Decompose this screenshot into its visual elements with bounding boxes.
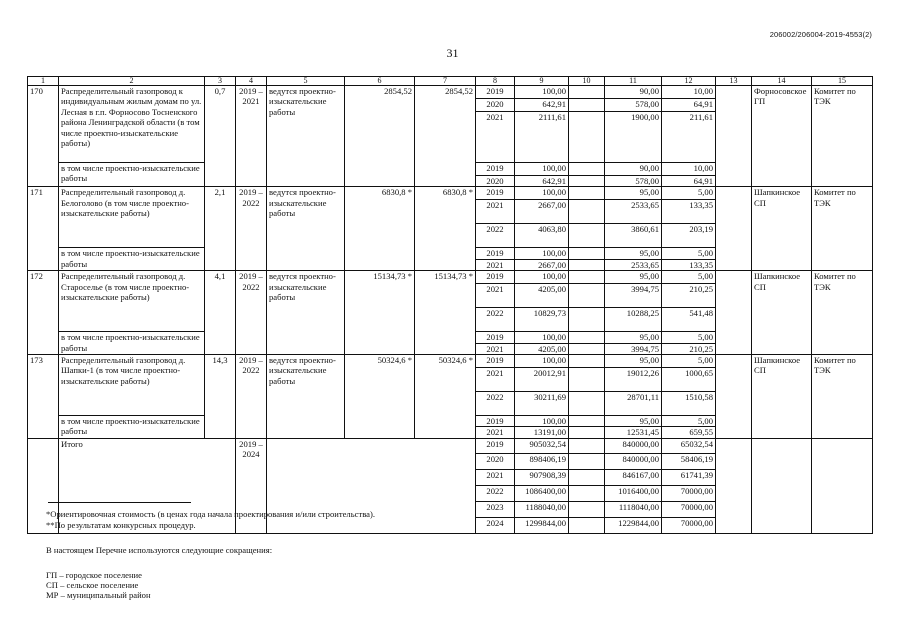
empty-cell	[569, 501, 605, 517]
subitem-label: в том числе проектно-изыскательские работы	[59, 163, 205, 187]
remaining-cost: 50324,6 *	[415, 355, 476, 439]
year: 2024	[476, 517, 515, 533]
year: 2022	[476, 308, 515, 332]
table-row	[28, 86, 873, 99]
empty-cell	[569, 427, 605, 438]
empty-cell	[716, 187, 752, 271]
empty-cell	[569, 438, 605, 453]
status: ведутся проектно-изыскательские работы	[267, 271, 345, 355]
row-number: 171	[28, 187, 59, 271]
empty-cell	[569, 517, 605, 533]
total-amount: 4205,00	[515, 343, 569, 354]
row-number: 172	[28, 271, 59, 355]
year: 2022	[476, 392, 515, 416]
local-amount: 1000,65	[662, 368, 716, 392]
local-amount: 133,35	[662, 200, 716, 224]
responsible: Комитет по ТЭК	[812, 355, 873, 439]
municipality: Шапкинское СП	[752, 187, 812, 271]
total-amount: 2111,61	[515, 112, 569, 163]
total-amount: 100,00	[515, 355, 569, 368]
regional-amount: 12531,45	[605, 427, 662, 438]
year: 2019	[476, 332, 515, 343]
total-amount: 100,00	[515, 332, 569, 343]
empty-cell	[569, 485, 605, 501]
period: 2019 – 2022	[236, 271, 267, 355]
column-header-2: 2	[59, 77, 205, 86]
regional-amount: 3994,75	[605, 343, 662, 354]
regional-amount: 95,00	[605, 271, 662, 284]
regional-amount: 95,00	[605, 248, 662, 259]
subitem-label: в том числе проектно-изыскательские работы	[59, 416, 205, 439]
responsible: Комитет по ТЭК	[812, 271, 873, 355]
local-amount: 659,55	[662, 427, 716, 438]
gas-pipeline-table	[27, 76, 873, 534]
column-header-14: 14	[752, 77, 812, 86]
abbreviations-intro: В настоящем Перечне используются следующие сокращения:	[46, 545, 273, 555]
column-header-13: 13	[716, 77, 752, 86]
total-amount: 898406,19	[515, 453, 569, 469]
regional-amount: 578,00	[605, 99, 662, 112]
remaining-cost: 15134,73 *	[415, 271, 476, 355]
local-amount: 70000,00	[662, 501, 716, 517]
column-header-10: 10	[569, 77, 605, 86]
empty-cell	[752, 438, 812, 533]
regional-amount: 95,00	[605, 187, 662, 200]
total-amount: 907908,39	[515, 469, 569, 485]
total-amount: 905032,54	[515, 438, 569, 453]
regional-amount: 28701,11	[605, 392, 662, 416]
abbreviation-item: СП – сельское поселение	[46, 580, 139, 590]
empty-cell	[569, 308, 605, 332]
table-row	[28, 271, 873, 284]
year: 2023	[476, 501, 515, 517]
total-amount: 100,00	[515, 86, 569, 99]
empty-cell	[569, 86, 605, 99]
empty-cell	[569, 271, 605, 284]
subitem-label: в том числе проектно-изыскательские работы	[59, 332, 205, 355]
year: 2021	[476, 284, 515, 308]
object-name: Распределительный газопровод д. Староселье (в том числе проектно-изыскательские работы)	[59, 271, 205, 332]
local-amount: 58406,19	[662, 453, 716, 469]
empty-cell	[569, 453, 605, 469]
year: 2021	[476, 368, 515, 392]
abbreviation-item: МР – муниципальный район	[46, 590, 151, 600]
footnote-divider	[48, 502, 191, 503]
regional-amount: 3860,61	[605, 224, 662, 248]
empty-cell	[569, 163, 605, 176]
total-amount: 20012,91	[515, 368, 569, 392]
total-amount: 100,00	[515, 163, 569, 176]
year: 2019	[476, 86, 515, 99]
regional-amount: 3994,75	[605, 284, 662, 308]
total-row	[28, 438, 873, 453]
local-amount: 10,00	[662, 86, 716, 99]
total-amount: 4063,80	[515, 224, 569, 248]
municipality: Форносовское ГП	[752, 86, 812, 187]
regional-amount: 1900,00	[605, 112, 662, 163]
local-amount: 64,91	[662, 176, 716, 187]
total-amount: 100,00	[515, 248, 569, 259]
empty-cell	[716, 355, 752, 439]
regional-amount: 10288,25	[605, 308, 662, 332]
total-amount: 1299844,00	[515, 517, 569, 533]
total-amount: 100,00	[515, 271, 569, 284]
header-row	[28, 77, 873, 86]
local-amount: 210,25	[662, 343, 716, 354]
regional-amount: 2533,65	[605, 259, 662, 270]
column-header-4: 4	[236, 77, 267, 86]
total-label: Итого	[59, 438, 236, 533]
total-amount: 100,00	[515, 187, 569, 200]
year: 2021	[476, 200, 515, 224]
year: 2019	[476, 416, 515, 427]
local-amount: 5,00	[662, 355, 716, 368]
local-amount: 70000,00	[662, 485, 716, 501]
local-amount: 1510,58	[662, 392, 716, 416]
total-amount: 642,91	[515, 99, 569, 112]
table-row	[28, 355, 873, 368]
row-number: 173	[28, 355, 59, 439]
local-amount: 211,61	[662, 112, 716, 163]
empty-cell	[569, 112, 605, 163]
year: 2019	[476, 163, 515, 176]
empty-cell	[569, 416, 605, 427]
regional-amount: 95,00	[605, 416, 662, 427]
status: ведутся проектно-изыскательские работы	[267, 355, 345, 439]
object-name: Распределительный газопровод к индивидуальным жилым домам по ул. Лесная в г.п. Форносово Тосненского района Ленинградской области (в том числе проектно-изыскательские работы)	[59, 86, 205, 163]
local-amount: 5,00	[662, 332, 716, 343]
year: 2019	[476, 355, 515, 368]
row-number: 170	[28, 86, 59, 187]
year: 2019	[476, 271, 515, 284]
year: 2021	[476, 259, 515, 270]
empty-cell	[569, 392, 605, 416]
empty-cell	[812, 438, 873, 533]
remaining-cost: 6830,8 *	[415, 187, 476, 271]
year: 2020	[476, 99, 515, 112]
year: 2020	[476, 453, 515, 469]
total-cost: 50324,6 *	[345, 355, 415, 439]
total-cost: 6830,8 *	[345, 187, 415, 271]
empty-cell	[569, 99, 605, 112]
total-amount: 30211,69	[515, 392, 569, 416]
empty-cell	[569, 248, 605, 259]
total-amount: 2667,00	[515, 259, 569, 270]
empty-cell	[569, 176, 605, 187]
responsible: Комитет по ТЭК	[812, 86, 873, 187]
status: ведутся проектно-изыскательские работы	[267, 86, 345, 187]
regional-amount: 95,00	[605, 355, 662, 368]
length-km: 14,3	[205, 355, 236, 439]
local-amount: 10,00	[662, 163, 716, 176]
empty-cell	[569, 469, 605, 485]
empty-cell	[569, 355, 605, 368]
local-amount: 70000,00	[662, 517, 716, 533]
empty-cell	[569, 200, 605, 224]
column-header-9: 9	[515, 77, 569, 86]
regional-amount: 19012,26	[605, 368, 662, 392]
regional-amount: 2533,65	[605, 200, 662, 224]
empty-cell	[569, 259, 605, 270]
total-amount: 10829,73	[515, 308, 569, 332]
period: 2019 – 2021	[236, 86, 267, 187]
period: 2019 – 2022	[236, 187, 267, 271]
page-number: 31	[446, 46, 459, 60]
regional-amount: 1229844,00	[605, 517, 662, 533]
column-header-8: 8	[476, 77, 515, 86]
regional-amount: 90,00	[605, 86, 662, 99]
total-cost: 2854,52	[345, 86, 415, 187]
local-amount: 203,19	[662, 224, 716, 248]
year: 2020	[476, 176, 515, 187]
object-name: Распределительный газопровод д. Белоголово (в том числе проектно-изыскательские работы)	[59, 187, 205, 248]
empty-cell	[569, 332, 605, 343]
document-number: 206002/206004-2019-4553(2)	[769, 30, 872, 39]
regional-amount: 90,00	[605, 163, 662, 176]
length-km: 0,7	[205, 86, 236, 187]
total-amount: 4205,00	[515, 284, 569, 308]
object-name: Распределительный газопровод д. Шапки-1 (в том числе проектно-изыскательские работы)	[59, 355, 205, 416]
subitem-label: в том числе проектно-изыскательские работы	[59, 248, 205, 271]
local-amount: 5,00	[662, 248, 716, 259]
regional-amount: 840000,00	[605, 438, 662, 453]
year: 2021	[476, 343, 515, 354]
column-header-12: 12	[662, 77, 716, 86]
local-amount: 61741,39	[662, 469, 716, 485]
year: 2022	[476, 224, 515, 248]
column-header-11: 11	[605, 77, 662, 86]
local-amount: 65032,54	[662, 438, 716, 453]
regional-amount: 1016400,00	[605, 485, 662, 501]
abbreviation-item: ГП – городское поселение	[46, 570, 142, 580]
regional-amount: 840000,00	[605, 453, 662, 469]
column-header-1: 1	[28, 77, 59, 86]
regional-amount: 1118040,00	[605, 501, 662, 517]
local-amount: 5,00	[662, 187, 716, 200]
local-amount: 133,35	[662, 259, 716, 270]
empty-cell	[716, 438, 752, 533]
year: 2019	[476, 187, 515, 200]
length-km: 2,1	[205, 187, 236, 271]
length-km: 4,1	[205, 271, 236, 355]
footnote-star1: *Ориентировочная стоимость (в ценах года начала проектирования и/или строительства).	[46, 509, 375, 519]
column-header-3: 3	[205, 77, 236, 86]
empty-cell	[716, 271, 752, 355]
total-period: 2019 – 2024	[236, 438, 267, 533]
year: 2019	[476, 248, 515, 259]
empty-cell	[569, 224, 605, 248]
empty-cell	[569, 343, 605, 354]
empty-cell	[569, 368, 605, 392]
year: 2021	[476, 427, 515, 438]
year: 2021	[476, 112, 515, 163]
regional-amount: 95,00	[605, 332, 662, 343]
year: 2022	[476, 485, 515, 501]
total-amount: 2667,00	[515, 200, 569, 224]
local-amount: 541,48	[662, 308, 716, 332]
total-amount: 13191,00	[515, 427, 569, 438]
column-header-7: 7	[415, 77, 476, 86]
empty-cell	[569, 187, 605, 200]
municipality: Шапкинское СП	[752, 355, 812, 439]
status: ведутся проектно-изыскательские работы	[267, 187, 345, 271]
year: 2019	[476, 438, 515, 453]
column-header-5: 5	[267, 77, 345, 86]
footnote-star2: **По результатам конкурсных процедур.	[46, 520, 196, 530]
empty-cell	[267, 438, 476, 533]
municipality: Шапкинское СП	[752, 271, 812, 355]
total-amount: 1086400,00	[515, 485, 569, 501]
table-row	[28, 187, 873, 200]
local-amount: 210,25	[662, 284, 716, 308]
regional-amount: 578,00	[605, 176, 662, 187]
regional-amount: 846167,00	[605, 469, 662, 485]
local-amount: 5,00	[662, 416, 716, 427]
local-amount: 64,91	[662, 99, 716, 112]
remaining-cost: 2854,52	[415, 86, 476, 187]
local-amount: 5,00	[662, 271, 716, 284]
responsible: Комитет по ТЭК	[812, 187, 873, 271]
total-amount: 1188040,00	[515, 501, 569, 517]
period: 2019 – 2022	[236, 355, 267, 439]
empty-cell	[569, 284, 605, 308]
column-header-15: 15	[812, 77, 873, 86]
empty-cell	[716, 86, 752, 187]
total-cost: 15134,73 *	[345, 271, 415, 355]
total-amount: 100,00	[515, 416, 569, 427]
total-amount: 642,91	[515, 176, 569, 187]
year: 2021	[476, 469, 515, 485]
column-header-6: 6	[345, 77, 415, 86]
